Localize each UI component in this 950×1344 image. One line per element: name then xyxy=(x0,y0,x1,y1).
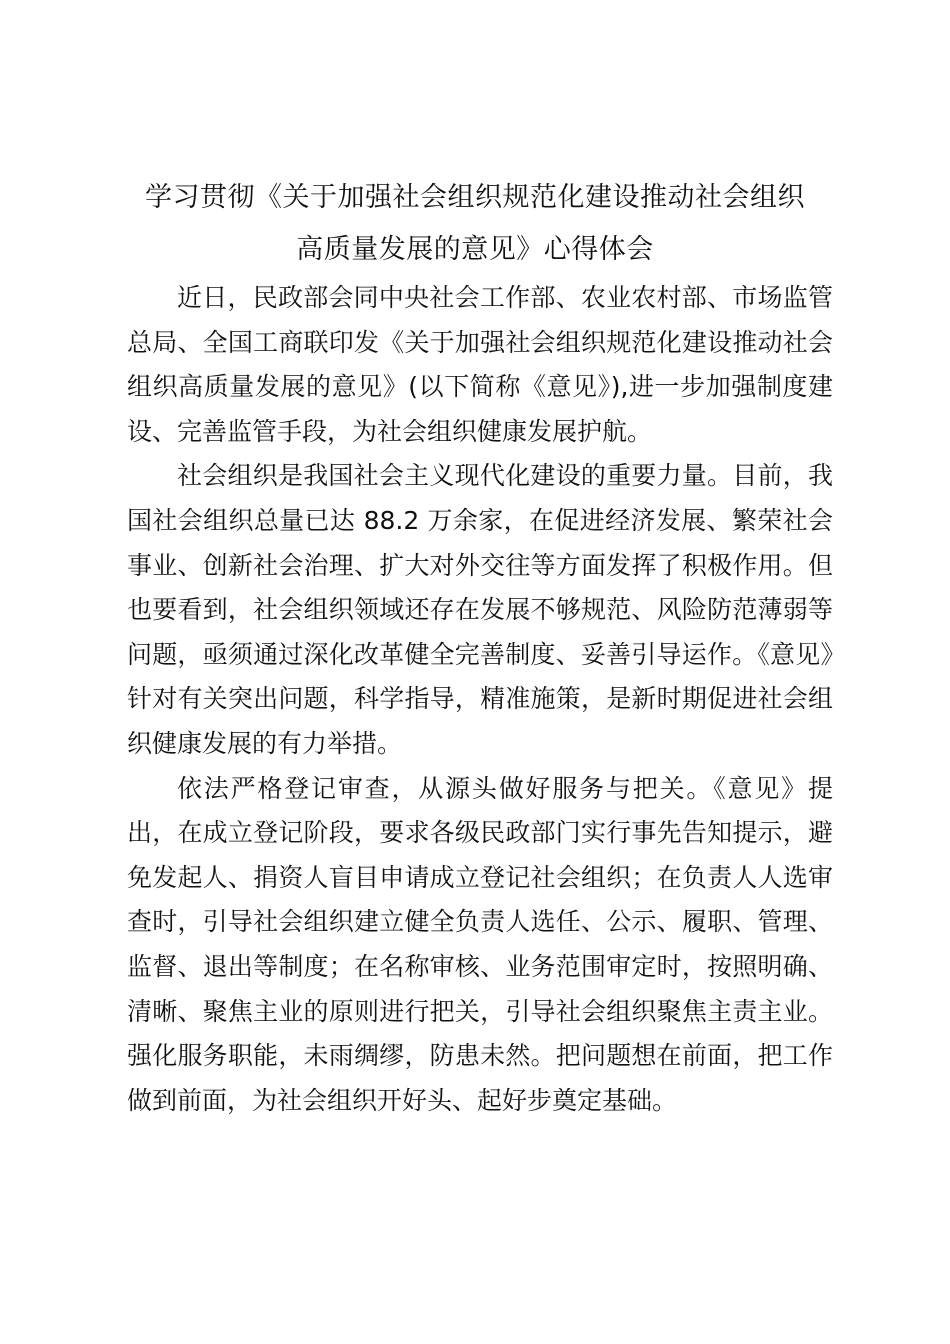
document-body xyxy=(127,276,833,1123)
paragraph-1: 近日，民政部会同中央社会工作部、农业农村部、市场监管总局、全国工商联印发《关于加强社会组织规范化建设推动社会组织高质量发展的意见》(以下简称《意见》),进一步加强制度建设、完善监管手段，为社会组织健康发展护航。 xyxy=(127,283,833,446)
title-line-1: 学习贯彻《关于加强社会组织规范化建设推动社会组织 xyxy=(145,182,805,213)
document-title xyxy=(120,172,830,276)
title-line-2: 高质量发展的意见》心得体会 xyxy=(296,234,654,265)
paragraph-2: 社会组织是我国社会主义现代化建设的重要力量。目前，我国社会组织总量已达 88.2 万余家，在促进经济发展、繁荣社会事业、创新社会治理、扩大对外交往等方面发挥了积极作用。但也要看到，社会组织领域还存在发展不够规范、风险防范薄弱等问题，亟须通过深化改革健全完善制度、妥善引导运作。《意见》针对有关突出问题，科学指导，精准施策，是新时期促进社会组织健康发展的有力举措。 xyxy=(127,461,833,758)
paragraph-3: 依法严格登记审查，从源头做好服务与把关。《意见》提出，在成立登记阶段，要求各级民政部门实行事先告知提示，避免发起人、捐资人盲目申请成立登记社会组织；在负责人人选审查时，引导社会组织建立健全负责人选任、公示、履职、管理、监督、退出等制度；在名称审核、业务范围审定时，按照明确、清晰、聚焦主业的原则进行把关，引导社会组织聚焦主责主业。强化服务职能，未雨绸缪，防患未然。把问题想在前面，把工作做到前面，为社会组织开好头、起好步奠定基础。 xyxy=(127,773,833,1115)
